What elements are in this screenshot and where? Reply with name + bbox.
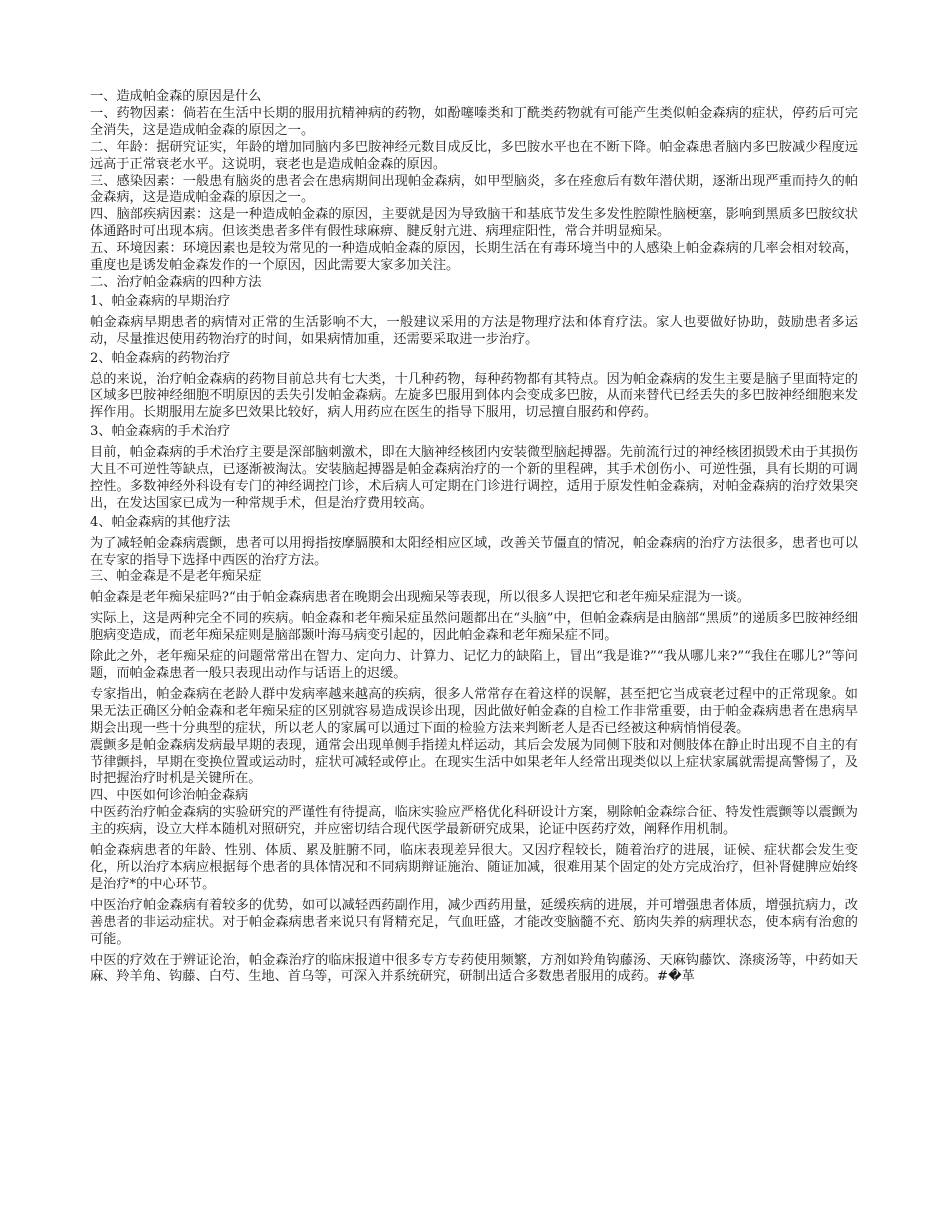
section-heading: 四、中医如何诊治帕金森病 bbox=[90, 788, 249, 804]
document-body bbox=[90, 89, 858, 986]
subsection-heading: 3、帕金森病的手术治疗 bbox=[90, 424, 231, 440]
paragraph: 三、感染因素：一般患有脑炎的患者会在患病期间出现帕金森病，如甲型脑炎，多在痊愈后有数年潜伏期，逐渐出现严重而持久的帕金森病，这是造成帕金森的原因之一。 bbox=[90, 173, 858, 206]
paragraph: 为了减轻帕金森病震颤，患者可以用拇指按摩膈膜和太阳经相应区域，改善关节僵直的情况，帕金森病的治疗方法很多，患者也可以在专家的指导下选择中西医的治疗方法。 bbox=[90, 535, 858, 568]
paragraph: 帕金森病患者的年龄、性别、体质、累及脏腑不同，临床表现差异很大。又因疗程较长，随着治疗的进展，证候、症状都会发生变化，所以治疗本病应根据每个患者的具体情况和不同病期辩证施治、随证加减，很难用某个固定的处方完成治疗，但补肾健脾应始终是治疗*的中心环节。 bbox=[90, 843, 858, 892]
paragraph: 五、环境因素：环境因素也是较为常见的一种造成帕金森的原因，长期生活在有毒环境当中的人感染上帕金森病的几率会相对较高，重度也是诱发帕金森发作的一个原因，因此需要大家多加关注。 bbox=[90, 241, 858, 274]
paragraph: 除此之外，老年痴呆症的问题常常出在智力、定向力、计算力、记忆力的缺陷上，冒出“我是谁?”“我从哪儿来?”“我住在哪儿?”等问题，而帕金森患者一般只表现出动作与话语上的迟缓。 bbox=[90, 649, 858, 681]
paragraph: 实际上，这是两种完全不同的疾病。帕金森和老年痴呆症虽然问题都出在“头脑”中，但帕金森病是由脑部“黑质”的递质多巴胺神经细胞病变造成，而老年痴呆症则是脑部颞叶海马病变引起的，因此帕金森和老年痴呆症不同。 bbox=[90, 611, 858, 644]
paragraph: 震颤多是帕金森病发病最早期的表现，通常会出现单侧手指搓丸样运动，其后会发展为同侧下肢和对侧肢体在静止时出现不自主的有节律颤抖，早期在变换位置或运动时，症状可减轻或停止。在现实生活中如果老年人经常出现类似以上症状家属就需提高警惕了，及时把握治疗时机是关键所在。 bbox=[90, 737, 858, 787]
subsection-heading: 4、帕金森病的其他疗法 bbox=[90, 514, 231, 530]
paragraph: 中医的疗效在于辨证论治，帕金森治疗的临床报道中很多专方专药使用频繁，方剂如羚角钩藤汤、天麻钩藤饮、涤痰汤等，中药如天麻、羚羊角、钩藤、白芍、生地、首乌等，可深入并系统研究，研制出适合多数患者服用的成药。#�革 bbox=[90, 952, 858, 985]
paragraph: 总的来说，治疗帕金森病的药物目前总共有七大类，十几种药物，每种药物都有其特点。因为帕金森病的发生主要是脑子里面特定的区域多巴胺神经细胞不明原因的丢失引发帕金森病。左旋多巴服用到体内会变成多巴胺，从而来替代已经丢失的多巴胺神经细胞来发挥作用。长期服用左旋多巴效果比较好，病人用药应在医生的指导下服用，切忌擅自服药和停药。 bbox=[90, 371, 858, 421]
subsection-heading: 2、帕金森病的药物治疗 bbox=[90, 350, 231, 366]
section-heading: 三、帕金森是不是老年痴呆症 bbox=[90, 569, 262, 585]
paragraph: 目前，帕金森病的手术治疗主要是深部脑刺激术，即在大脑神经核团内安装微型脑起搏器。先前流行过的神经核团损毁术由于其损伤大且不可逆性等缺点，已逐渐被淘汰。安装脑起搏器是帕金森病治疗的一个新的里程碑，其手术创伤小、可逆性强，具有长期的可调控性。多数神经外科设有专门的神经调控门诊，术后病人可定期在门诊进行调控，适用于原发性帕金森病，对帕金森病的治疗效果突出，在发达国家已成为一种常规手术，但是治疗费用较高。 bbox=[90, 445, 858, 511]
section-heading: 二、治疗帕金森病的四种方法 bbox=[90, 274, 262, 290]
paragraph: 中医药治疗帕金森病的实验研究的严谨性有待提高，临床实验应严格优化科研设计方案，剔除帕金森综合征、特发性震颤等以震颤为主的疾病，设立大样本随机对照研究，并应密切结合现代医学最新研究成果，论证中医药疗效，阐释作用机制。 bbox=[90, 805, 858, 838]
section-heading: 一、造成帕金森的原因是什么 bbox=[90, 89, 262, 104]
paragraph: 一、药物因素：倘若在生活中长期的服用抗精神病的药物，如酚噻嗪类和丁酰类药物就有可能产生类似帕金森病的症状，停药后可完全消失，这是造成帕金森的原因之一。 bbox=[90, 105, 858, 138]
subsection-heading: 1、帕金森病的早期治疗 bbox=[90, 293, 231, 309]
paragraph: 中医治疗帕金森病有着较多的优势，如可以减轻西药副作用，减少西药用量，延缓疾病的进展，并可增强患者体质，增强抗病力，改善患者的非运动症状。对于帕金森病患者来说只有肾精充足，气血旺盛，才能改变脑髓不充、筋肉失养的病理状态，使本病有治愈的可能。 bbox=[90, 897, 858, 947]
paragraph: 二、年龄：据研究证实，年龄的增加同脑内多巴胺神经元数目成反比，多巴胺水平也在不断下降。帕金森患者脑内多巴胺减少程度远远高于正常衰老水平。这说明，衰老也是造成帕金森的原因。 bbox=[90, 139, 858, 172]
paragraph: 专家指出，帕金森病在老龄人群中发病率越来越高的疾病，很多人常常存在着这样的误解，甚至把它当成衰老过程中的正常现象。如果无法正确区分帕金森和老年痴呆症的区别就容易造成误诊出现，因此做好帕金森的自检工作非常重要，由于帕金森病患者在患病早期会出现一些十分典型的症状，所以老人的家属可以通过下面的检验方法来判断老人是否已经被这种病悄悄侵袭。 bbox=[90, 686, 858, 736]
paragraph: 帕金森病早期患者的病情对正常的生活影响不大，一般建议采用的方法是物理疗法和体育疗法。家人也要做好协助，鼓励患者多运动，尽量推迟使用药物治疗的时间，如果病情加重，还需要采取进一步治疗。 bbox=[90, 314, 858, 347]
paragraph: 四、脑部疾病因素：这是一种造成帕金森的原因，主要就是因为导致脑干和基底节发生多发性腔隙性脑梗塞，影响到黑质多巴胺纹状体通路时可出现本病。但该类患者多伴有假性球麻痹、腱反射亢进、病理症阳性，常合并明显痴呆。 bbox=[90, 207, 858, 240]
paragraph: 帕金森是老年痴呆症吗?“由于帕金森病患者在晚期会出现痴呆等表现，所以很多人误把它和老年痴呆症混为一谈。 bbox=[90, 590, 750, 606]
